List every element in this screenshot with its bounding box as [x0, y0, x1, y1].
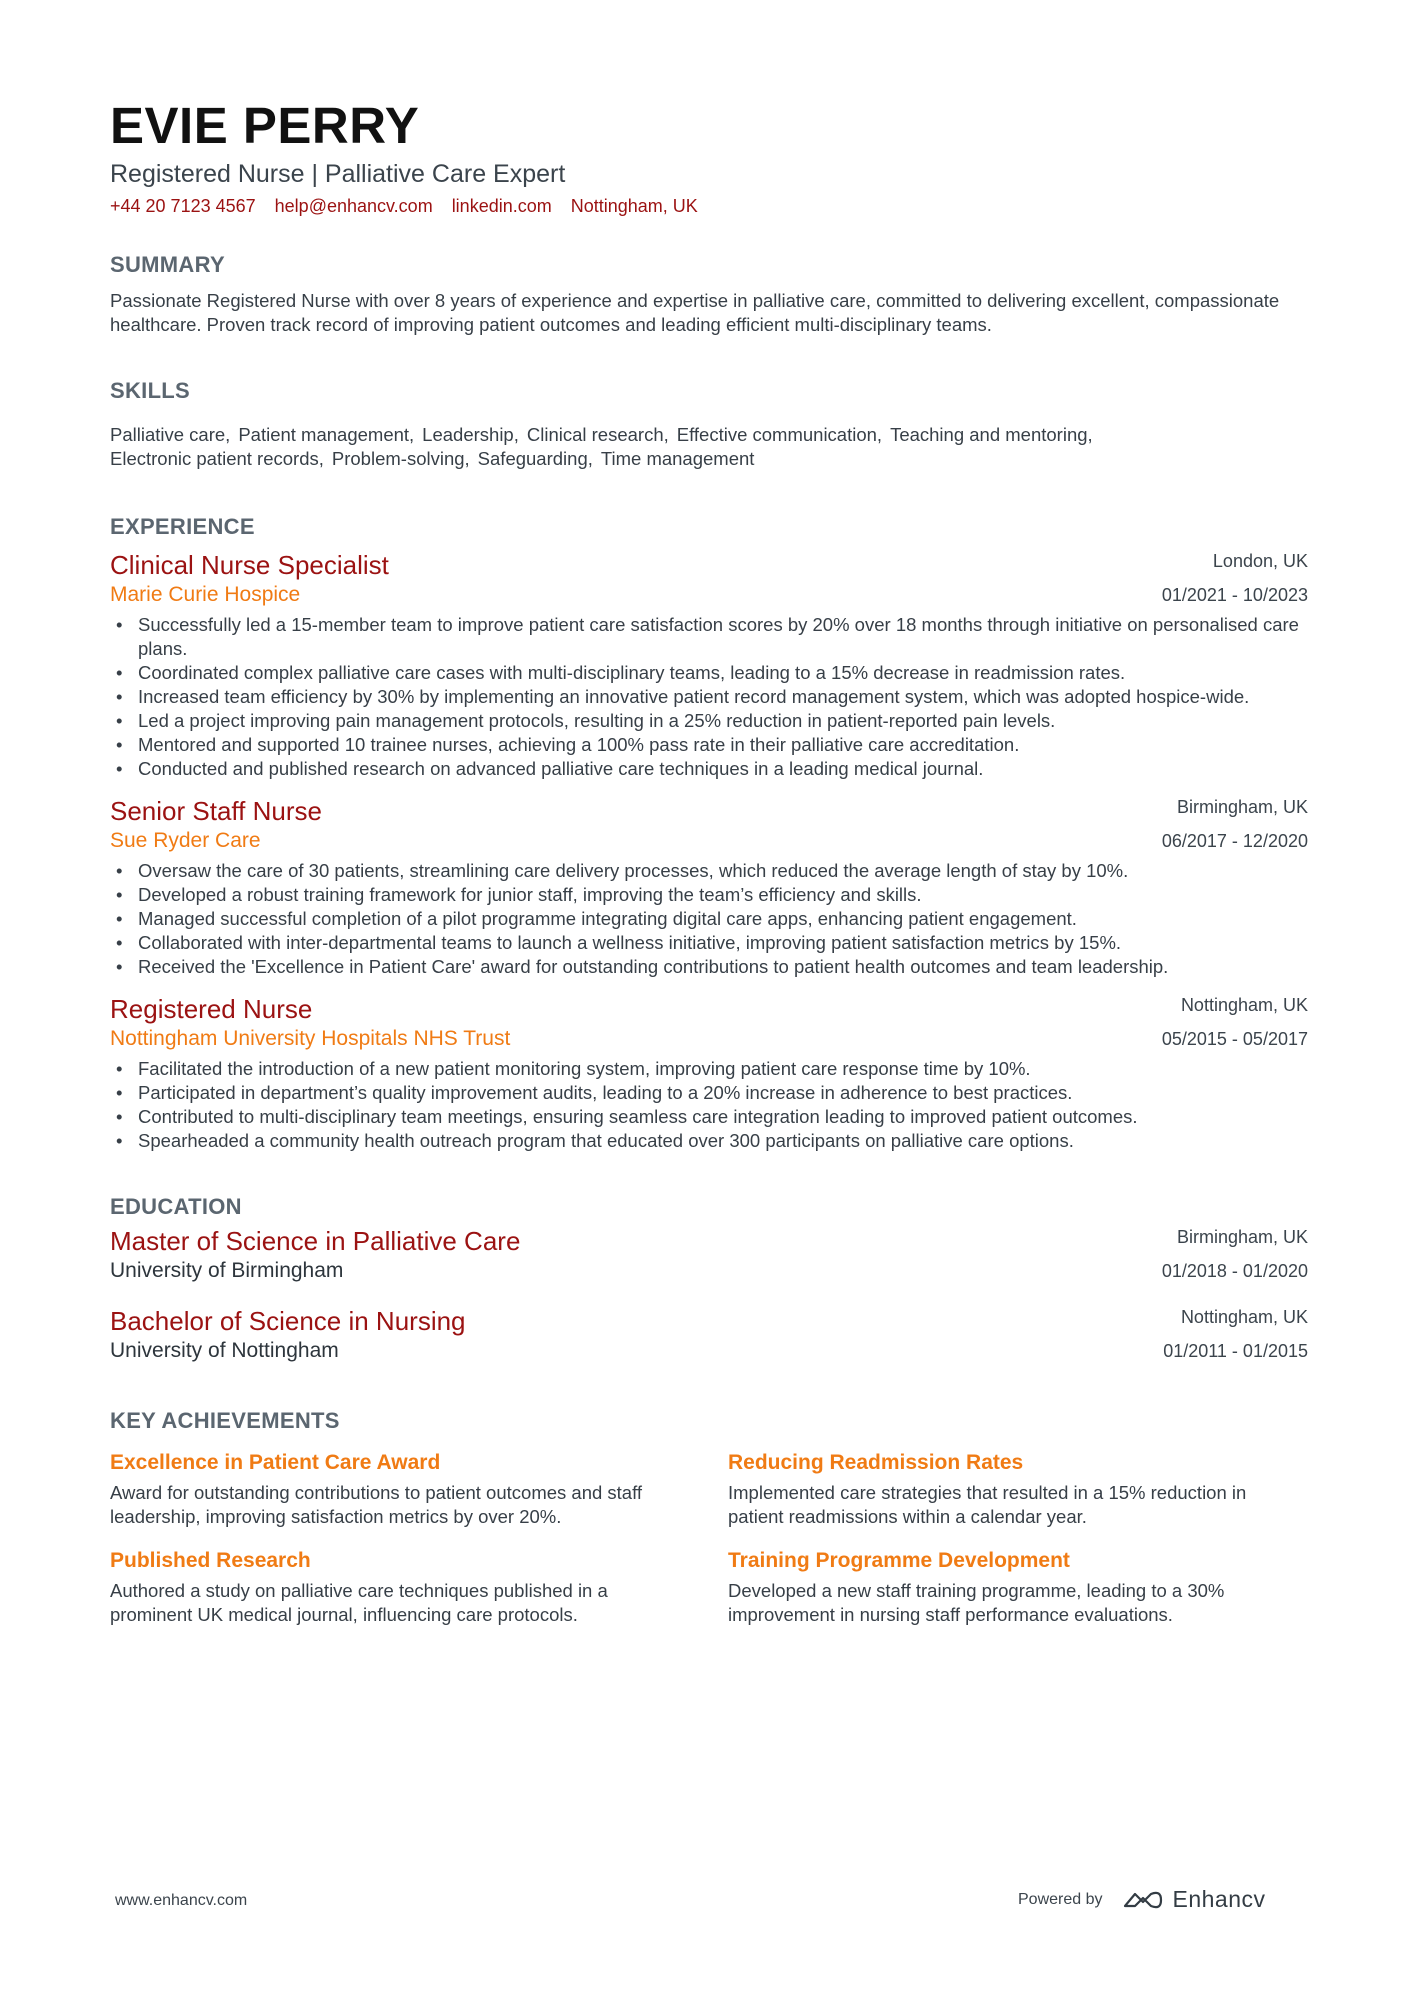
- section-heading: SUMMARY: [110, 252, 225, 277]
- job-location: Birmingham, UK: [1176, 797, 1308, 817]
- skill-item: Clinical research,: [526, 424, 669, 445]
- skill-item: Problem-solving,: [331, 448, 470, 469]
- job-dates: 01/2021 - 10/2023: [1161, 585, 1308, 605]
- achievement-description: Award for outstanding contributions to patient outcomes and staff leadership, improving satisfaction metrics by over 20%.: [110, 1482, 643, 1527]
- contact-location: Nottingham, UK: [570, 196, 698, 216]
- achievement-description: Authored a study on palliative care techniques published in a prominent UK medical journal, influencing care protocols.: [110, 1580, 608, 1625]
- achievement-bullets: [110, 859, 1310, 979]
- section-heading: SKILLS: [110, 378, 191, 403]
- experience-entry: [110, 549, 1308, 781]
- education-entry: [110, 1305, 1308, 1365]
- enhancv-logo-icon: [1121, 1888, 1165, 1912]
- job-title: Senior Staff Nurse: [110, 796, 322, 826]
- job-dates: 05/2015 - 05/2017: [1161, 1029, 1308, 1049]
- job-title: Clinical Nurse Specialist: [110, 550, 389, 580]
- bullet-item: • Coordinated complex palliative care cases with multi-disciplinary teams, leading to a 15% decrease in readmission rates.: [110, 661, 1310, 685]
- skill-item: Leadership,: [422, 424, 519, 445]
- company-name: Nottingham University Hospitals NHS Trust: [110, 1027, 511, 1050]
- achievement-title: Training Programme Development: [728, 1549, 1070, 1572]
- section-heading: EXPERIENCE: [110, 514, 255, 539]
- bullet-item: • Spearheaded a community health outreach program that educated over 300 participants on palliative care options.: [110, 1129, 1310, 1153]
- contact-phone[interactable]: +44 20 7123 4567: [110, 196, 256, 216]
- achievement-bullets: [110, 1057, 1310, 1153]
- achievements-grid: [110, 1449, 1308, 1627]
- skills-section: [110, 377, 1308, 471]
- school-location: Birmingham, UK: [1176, 1227, 1308, 1247]
- job-dates: 06/2017 - 12/2020: [1161, 831, 1308, 851]
- company-name: Sue Ryder Care: [110, 829, 261, 852]
- education-section: [110, 1193, 1308, 1365]
- experience-entry: [110, 993, 1308, 1153]
- education-entry: [110, 1225, 1308, 1285]
- school-location: Nottingham, UK: [1180, 1307, 1308, 1327]
- achievement-card: [110, 1449, 728, 1529]
- bullet-item: • Successfully led a 15-member team to improve patient care satisfaction scores by 20% over 18 months through initiative on personalised care plans.: [110, 613, 1310, 661]
- bullet-item: • Increased team efficiency by 30% by implementing an innovative patient record management system, which was adopted hospice-wide.: [110, 685, 1310, 709]
- bullet-item: • Mentored and supported 10 trainee nurses, achieving a 100% pass rate in their palliative care accreditation.: [110, 733, 1310, 757]
- education-dates: 01/2011 - 01/2015: [1163, 1341, 1308, 1361]
- achievement-title: Reducing Readmission Rates: [728, 1451, 1024, 1474]
- summary-text: Passionate Registered Nurse with over 8 years of experience and expertise in palliative care, committed to delivering excellent, compassionate healthcare. Proven track record of improving patient outcomes and leading efficient multi-disciplinary teams.: [110, 290, 1280, 335]
- resume-header: [110, 96, 1308, 218]
- contact-email[interactable]: help@enhancv.com: [274, 196, 433, 216]
- school-name: University of Nottingham: [110, 1339, 339, 1362]
- achievement-card: [728, 1547, 1308, 1627]
- summary-section: [110, 251, 1308, 337]
- job-title: Registered Nurse: [110, 994, 313, 1024]
- job-location: London, UK: [1212, 551, 1308, 571]
- achievements-section: [110, 1407, 1308, 1627]
- bullet-item: • Received the 'Excellence in Patient Care' award for outstanding contributions to patient health outcomes and team leadership.: [110, 955, 1310, 979]
- skill-item: Palliative care,: [110, 424, 231, 445]
- bullet-item: • Conducted and published research on advanced palliative care techniques in a leading medical journal.: [110, 757, 1310, 781]
- experience-entry: [110, 795, 1308, 979]
- bullet-item: • Collaborated with inter-departmental teams to launch a wellness initiative, improving patient satisfaction metrics by 15%.: [110, 931, 1310, 955]
- achievement-card: [728, 1449, 1308, 1529]
- enhancv-brand[interactable]: [1121, 1886, 1266, 1913]
- bullet-item: • Developed a robust training framework for junior staff, improving the team’s efficiency and skills.: [110, 883, 1310, 907]
- candidate-title: Registered Nurse | Palliative Care Expert: [110, 160, 566, 188]
- bullet-item: • Facilitated the introduction of a new patient monitoring system, improving patient care response time by 10%.: [110, 1057, 1310, 1081]
- bullet-item: • Led a project improving pain management protocols, resulting in a 25% reduction in patient-reported pain levels.: [110, 709, 1310, 733]
- brand-name: Enhancv: [1172, 1886, 1266, 1912]
- job-location: Nottingham, UK: [1180, 995, 1308, 1015]
- achievement-description: Implemented care strategies that resulted in a 15% reduction in patient readmissions within a calendar year.: [728, 1482, 1247, 1527]
- resume-page: [110, 96, 1308, 1627]
- bullet-item: • Oversaw the care of 30 patients, streamlining care delivery processes, which reduced the average length of stay by 10%.: [110, 859, 1310, 883]
- experience-section: [110, 513, 1308, 1153]
- company-name: Marie Curie Hospice: [110, 583, 301, 606]
- bullet-item: • Contributed to multi-disciplinary team meetings, ensuring seamless care integration leading to improved patient outcomes.: [110, 1105, 1310, 1129]
- school-name: University of Birmingham: [110, 1259, 344, 1282]
- candidate-name: EVIE PERRY: [110, 97, 420, 154]
- skill-item: Electronic patient records,: [110, 448, 324, 469]
- bullet-item: • Managed successful completion of a pilot programme integrating digital care apps, enhancing patient engagement.: [110, 907, 1310, 931]
- skill-item: Patient management,: [238, 424, 415, 445]
- achievement-card: [110, 1547, 728, 1627]
- section-heading: EDUCATION: [110, 1194, 242, 1219]
- powered-by-label: Powered by: [1018, 1890, 1103, 1908]
- skill-item: Teaching and mentoring,: [890, 424, 1093, 445]
- skill-item: Safeguarding,: [477, 448, 593, 469]
- achievement-description: Developed a new staff training programme, leading to a 30% improvement in nursing staff performance evaluations.: [728, 1580, 1225, 1625]
- footer-website[interactable]: www.enhancv.com: [115, 1892, 248, 1909]
- contact-list: [110, 194, 1308, 218]
- achievement-title: Published Research: [110, 1549, 311, 1572]
- skill-item: Effective communication,: [676, 424, 883, 445]
- degree-title: Master of Science in Palliative Care: [110, 1226, 521, 1256]
- education-dates: 01/2018 - 01/2020: [1161, 1261, 1308, 1281]
- footer-branding: [1018, 1886, 1266, 1913]
- skill-item: Time management: [600, 448, 755, 469]
- section-heading: KEY ACHIEVEMENTS: [110, 1408, 340, 1433]
- achievement-title: Excellence in Patient Care Award: [110, 1451, 441, 1474]
- contact-linkedin[interactable]: linkedin.com: [451, 196, 552, 216]
- degree-title: Bachelor of Science in Nursing: [110, 1306, 466, 1336]
- achievement-bullets: [110, 613, 1310, 781]
- bullet-item: • Participated in department’s quality improvement audits, leading to a 20% increase in adherence to best practices.: [110, 1081, 1310, 1105]
- skills-list: [110, 423, 1230, 471]
